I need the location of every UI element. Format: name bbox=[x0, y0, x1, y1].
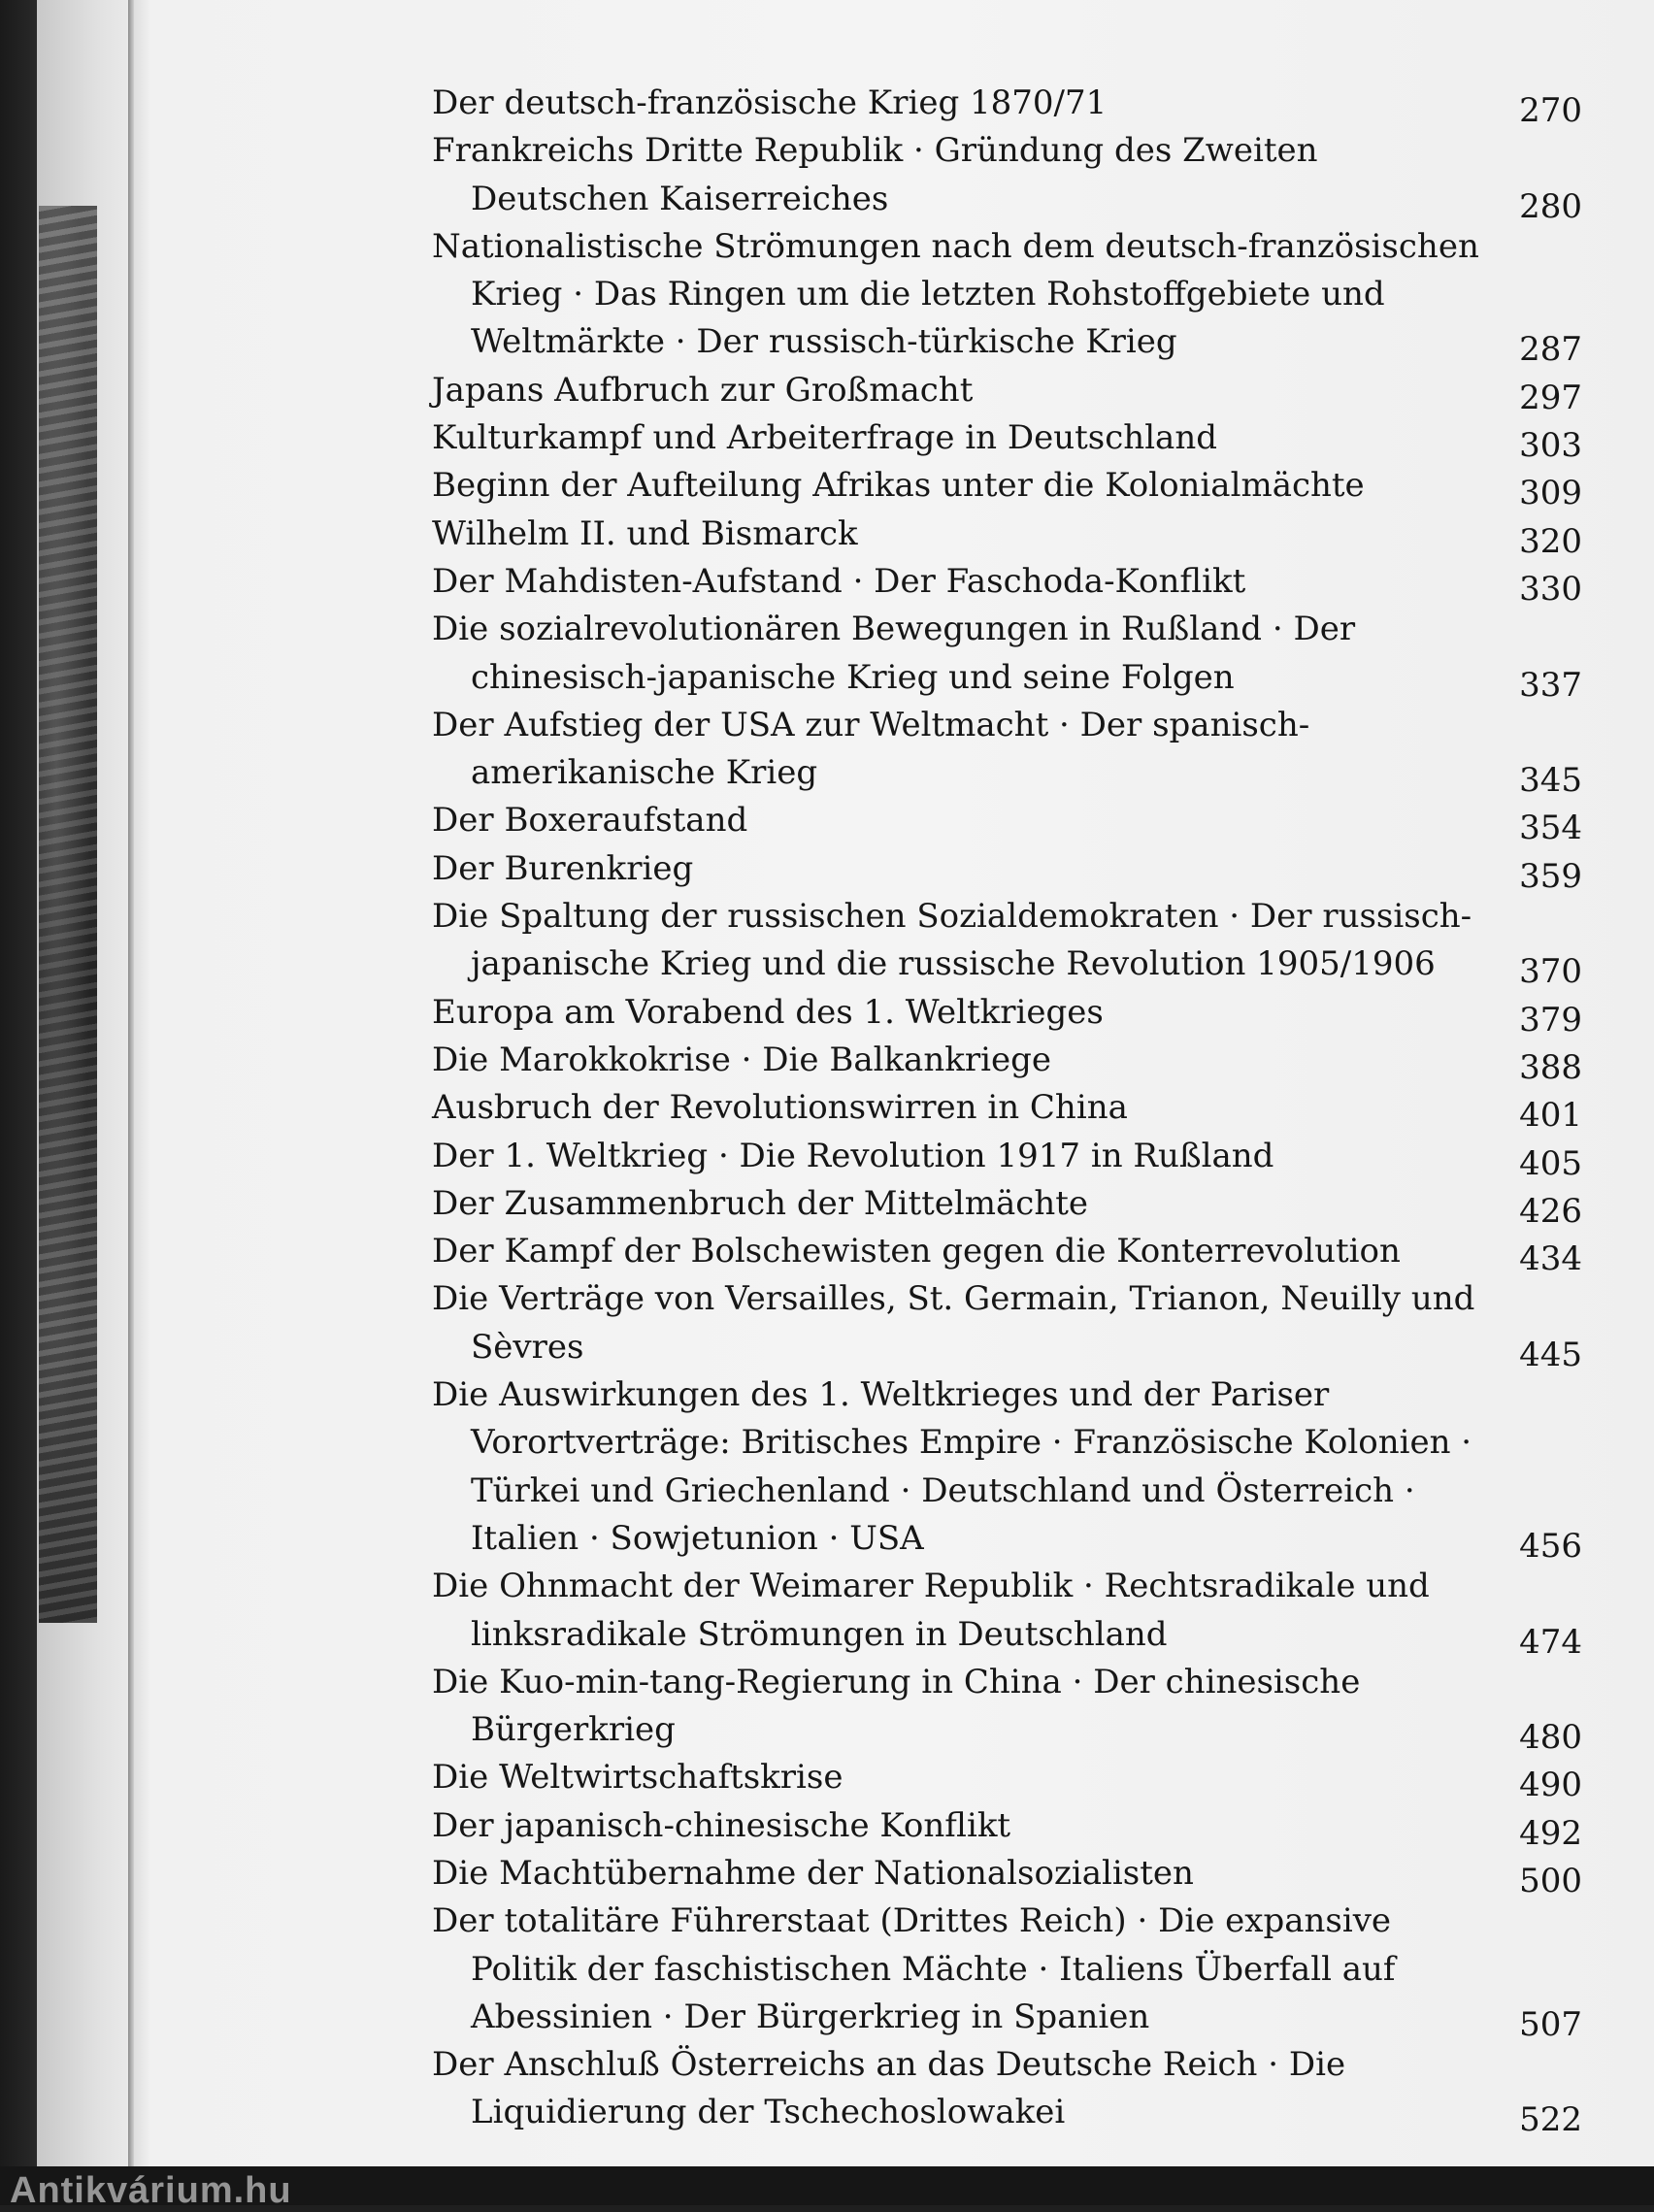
toc-entry bbox=[432, 1037, 1582, 1087]
toc-entry bbox=[432, 1850, 1582, 1898]
toc-entry-title: Der Zusammenbruch der Mittelmächte bbox=[432, 1183, 1089, 1223]
toc-entry bbox=[432, 1084, 1582, 1136]
toc-entry bbox=[432, 558, 1582, 609]
toc-entry-page: 270 bbox=[1519, 91, 1582, 130]
toc-entry bbox=[432, 1898, 1582, 2044]
toc-entry bbox=[432, 702, 1582, 801]
toc-entry-title: Der totalitäre Führerstaat (Drittes Reich) · Die expansive Politik der faschistischen Mächte · Italiens Überfall auf Abessinien · Der Bürgerkrieg in Spanien bbox=[432, 1901, 1396, 2036]
toc-entry-page: 309 bbox=[1519, 474, 1582, 513]
toc-entry-page: 426 bbox=[1519, 1191, 1582, 1231]
toc-entry-page: 280 bbox=[1519, 186, 1582, 226]
toc-entry bbox=[432, 1228, 1582, 1279]
toc-entry bbox=[432, 414, 1582, 466]
toc-entry-page: 507 bbox=[1519, 2004, 1582, 2044]
toc-entry bbox=[432, 1275, 1582, 1374]
toc-entry-title: Die sozialrevolutionären Bewegungen in Rußland · Der chinesisch-japanische Krieg und seine Folgen bbox=[432, 610, 1356, 697]
toc-entry-page: 388 bbox=[1519, 1047, 1582, 1087]
toc-entry-title: Die Ohnmacht der Weimarer Republik · Rechtsradikale und linksradikale Strömungen in Deutschland bbox=[432, 1567, 1430, 1654]
toc-entry-title: Wilhelm II. und Bismarck bbox=[432, 513, 858, 553]
table-of-contents bbox=[432, 80, 1582, 2140]
toc-entry bbox=[432, 893, 1582, 992]
toc-entry bbox=[432, 80, 1582, 130]
toc-entry bbox=[432, 1802, 1582, 1853]
toc-entry-page: 401 bbox=[1519, 1096, 1582, 1136]
toc-entry-page: 445 bbox=[1519, 1335, 1582, 1374]
toc-entry-page: 330 bbox=[1519, 569, 1582, 609]
watermark-text: Antikvárium.hu bbox=[10, 2170, 292, 2211]
toc-entry-page: 500 bbox=[1519, 1861, 1582, 1900]
toc-entry bbox=[432, 606, 1582, 705]
toc-entry bbox=[432, 989, 1582, 1040]
toc-entry-title: Der Aufstieg der USA zur Weltmacht · Der spanisch-amerikanische Krieg bbox=[432, 705, 1310, 793]
toc-entry bbox=[432, 462, 1582, 513]
toc-entry-page: 359 bbox=[1519, 856, 1582, 896]
toc-entry-title: Die Auswirkungen des 1. Weltkrieges und der Pariser Vorortverträge: Britisches Empire · Französische Kolonien · Türkei und Griechenland · Deutschland und Österreich · Italien · Sowjetunion · USA bbox=[432, 1375, 1472, 1558]
toc-entry bbox=[432, 1563, 1582, 1662]
toc-entry bbox=[432, 1133, 1582, 1183]
toc-entry bbox=[432, 223, 1582, 370]
toc-entry-page: 303 bbox=[1519, 426, 1582, 466]
toc-entry-title: Der deutsch-französische Krieg 1870/71 bbox=[432, 83, 1108, 122]
toc-entry-title: Die Verträge von Versailles, St. Germain, Trianon, Neuilly und Sèvres bbox=[432, 1279, 1475, 1367]
toc-entry-title: Der Anschluß Österreichs an das Deutsche Reich · Die Liquidierung der Tschechoslowakei bbox=[432, 2045, 1346, 2132]
toc-entry bbox=[432, 845, 1582, 896]
toc-entry bbox=[432, 1180, 1582, 1231]
toc-entry-title: Die Machtübernahme der Nationalsozialisten bbox=[432, 1853, 1194, 1893]
page-edge-shadow bbox=[128, 0, 134, 2205]
toc-entry-page: 345 bbox=[1519, 761, 1582, 801]
toc-entry-page: 522 bbox=[1519, 2100, 1582, 2140]
toc-entry-title: Beginn der Aufteilung Afrikas unter die Kolonialmächte bbox=[432, 466, 1365, 506]
toc-entry-page: 474 bbox=[1519, 1622, 1582, 1662]
toc-entry-page: 287 bbox=[1519, 330, 1582, 370]
toc-entry-page: 434 bbox=[1519, 1239, 1582, 1279]
toc-entry-page: 320 bbox=[1519, 521, 1582, 561]
toc-entry-title: Der 1. Weltkrieg · Die Revolution 1917 in Rußland bbox=[432, 1136, 1274, 1175]
toc-entry-page: 370 bbox=[1519, 952, 1582, 992]
toc-entry-title: Der japanisch-chinesische Konflikt bbox=[432, 1805, 1011, 1845]
toc-entry-title: Der Kampf der Bolschewisten gegen die Konterrevolution bbox=[432, 1232, 1401, 1271]
toc-entry bbox=[432, 367, 1582, 417]
toc-entry-page: 492 bbox=[1519, 1813, 1582, 1853]
toc-entry-title: Der Mahdisten-Aufstand · Der Faschoda-Konflikt bbox=[432, 561, 1246, 601]
toc-entry-title: Die Spaltung der russischen Sozialdemokraten · Der russisch-japanische Krieg und die russische Revolution 1905/1906 bbox=[432, 897, 1472, 984]
toc-entry-title: Die Kuo-min-tang-Regierung in China · Der chinesische Bürgerkrieg bbox=[432, 1662, 1361, 1750]
toc-entry bbox=[432, 511, 1582, 561]
toc-entry-page: 490 bbox=[1519, 1766, 1582, 1805]
toc-entry bbox=[432, 1371, 1582, 1566]
toc-entry-title: Die Marokkokrise · Die Balkankriege bbox=[432, 1040, 1051, 1079]
toc-entry-title: Kulturkampf und Arbeiterfrage in Deutschland bbox=[432, 418, 1217, 458]
toc-entry bbox=[432, 2041, 1582, 2140]
toc-entry bbox=[432, 1659, 1582, 1758]
toc-entry-title: Ausbruch der Revolutionswirren in China bbox=[432, 1088, 1128, 1128]
toc-entry-page: 297 bbox=[1519, 378, 1582, 417]
toc-entry-title: Die Weltwirtschaftskrise bbox=[432, 1758, 844, 1798]
toc-entry-title: Der Boxeraufstand bbox=[432, 801, 748, 841]
toc-entry-title: Frankreichs Dritte Republik · Gründung des Zweiten Deutschen Kaiserreiches bbox=[432, 131, 1318, 218]
toc-entry bbox=[432, 1754, 1582, 1805]
toc-entry-title: Europa am Vorabend des 1. Weltkrieges bbox=[432, 992, 1104, 1032]
toc-entry-title: Japans Aufbruch zur Großmacht bbox=[432, 370, 974, 410]
toc-entry-page: 354 bbox=[1519, 809, 1582, 848]
toc-entry-page: 456 bbox=[1519, 1526, 1582, 1566]
toc-entry-page: 480 bbox=[1519, 1718, 1582, 1758]
toc-entry-page: 379 bbox=[1519, 1000, 1582, 1040]
illustration-shade bbox=[39, 206, 97, 1623]
toc-entry-title: Der Burenkrieg bbox=[432, 848, 694, 888]
toc-entry-page: 405 bbox=[1519, 1143, 1582, 1183]
toc-entry bbox=[432, 797, 1582, 848]
toc-entry bbox=[432, 127, 1582, 226]
toc-entry-title: Nationalistische Strömungen nach dem deutsch-französischen Krieg · Das Ringen um die letzten Rohstoffgebiete und Weltmärkte · Der russisch-türkische Krieg bbox=[432, 226, 1479, 362]
toc-entry-page: 337 bbox=[1519, 665, 1582, 705]
